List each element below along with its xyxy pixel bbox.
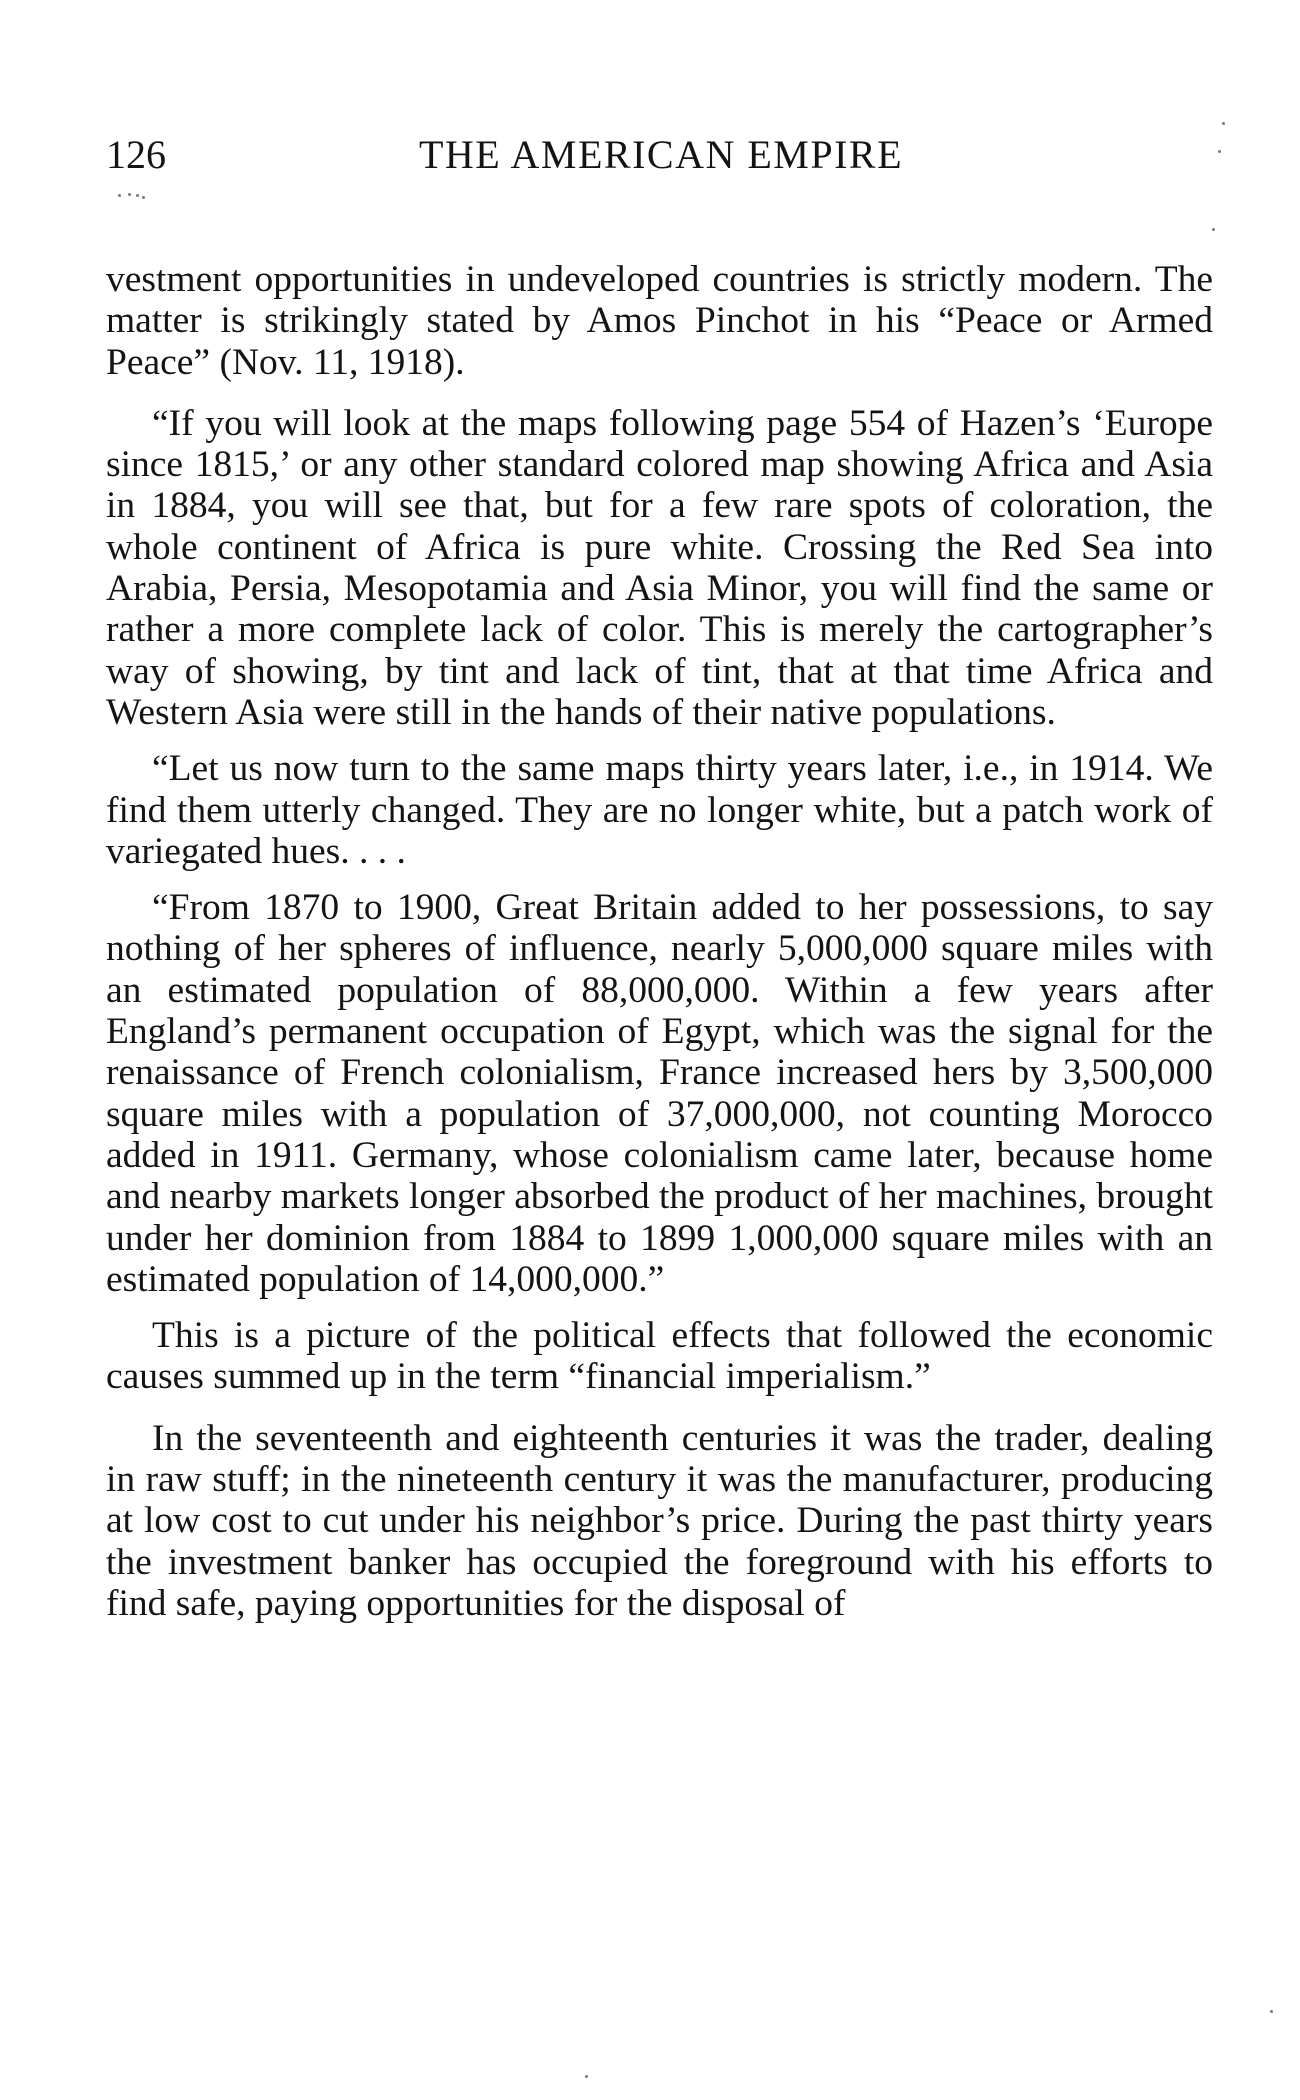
scan-speck — [142, 196, 145, 199]
paragraph-quote-maps: “If you will look at the maps following page 554 of Hazen’s ‘Europe since 1815,’ or any other standard colored map showing Africa and Asia in 1884, you will see that, but for a few rare spots of coloration, the whole continent of Africa is pure white. Crossing the Red Sea into Arabia, Persia, Mesopotamia and Asia Minor, you will find the same or rather a more complete lack of color. This is merely the cartographer’s way of showing, by tint and lack of tint, that at that time Africa and Western Asia were still in the hands of their native populations. — [106, 402, 1213, 733]
scan-speck — [136, 194, 139, 197]
scan-speck — [1212, 228, 1215, 231]
running-header — [106, 130, 1216, 180]
scan-speck — [585, 2075, 588, 2078]
scan-speck — [128, 193, 131, 196]
paragraph-investment-banker: In the seventeenth and eighteenth centuries it was the trader, dealing in raw stuff; in the nineteenth century it was the manufacturer, producing at low cost to cut under his neighbor’s price. During the past thirty years the investment banker has occupied the foreground with his efforts to find safe, paying opportunities for the disposal of — [106, 1417, 1213, 1624]
scan-speck — [1270, 2010, 1273, 2013]
paragraph-quote-possessions: “From 1870 to 1900, Great Britain added to her possessions, to say nothing of her spheres of influence, nearly 5,000,000 square miles with an estimated population of 88,000,000. Within a few years after England’s permanent occupation of Egypt, which was the signal for the renaissance of French colonialism, France increased hers by 3,500,000 square miles with a population of 37,000,000, not counting Morocco added in 1911. Germany, whose colonialism came later, because home and nearby markets longer absorbed the product of her machines, brought under her dominion from 1884 to 1899 1,000,000 square miles with an estimated population of 14,000,000.” — [106, 887, 1213, 1300]
paragraph-quote-1914: “Let us now turn to the same maps thirty years later, i.e., in 1914. We find them utterly changed. They are no longer white, but a patch work of variegated hues. . . . — [106, 748, 1213, 872]
body-text — [106, 259, 1213, 1624]
page-number: 126 — [106, 132, 166, 177]
scan-speck — [1218, 150, 1221, 153]
running-title: THE AMERICAN EMPIRE — [418, 132, 904, 177]
paragraph-continuation: vestment opportunities in undeveloped countries is strictly modern. The matter is strikingly stated by Amos Pinchot in his “Peace or Armed Peace” (Nov. 11, 1918). — [106, 259, 1213, 383]
scan-speck — [1222, 122, 1225, 125]
paragraph-financial-imperialism: This is a picture of the political effects that followed the economic causes summed up in the term “financial imperialism.” — [106, 1315, 1213, 1398]
scan-speck — [118, 194, 121, 197]
